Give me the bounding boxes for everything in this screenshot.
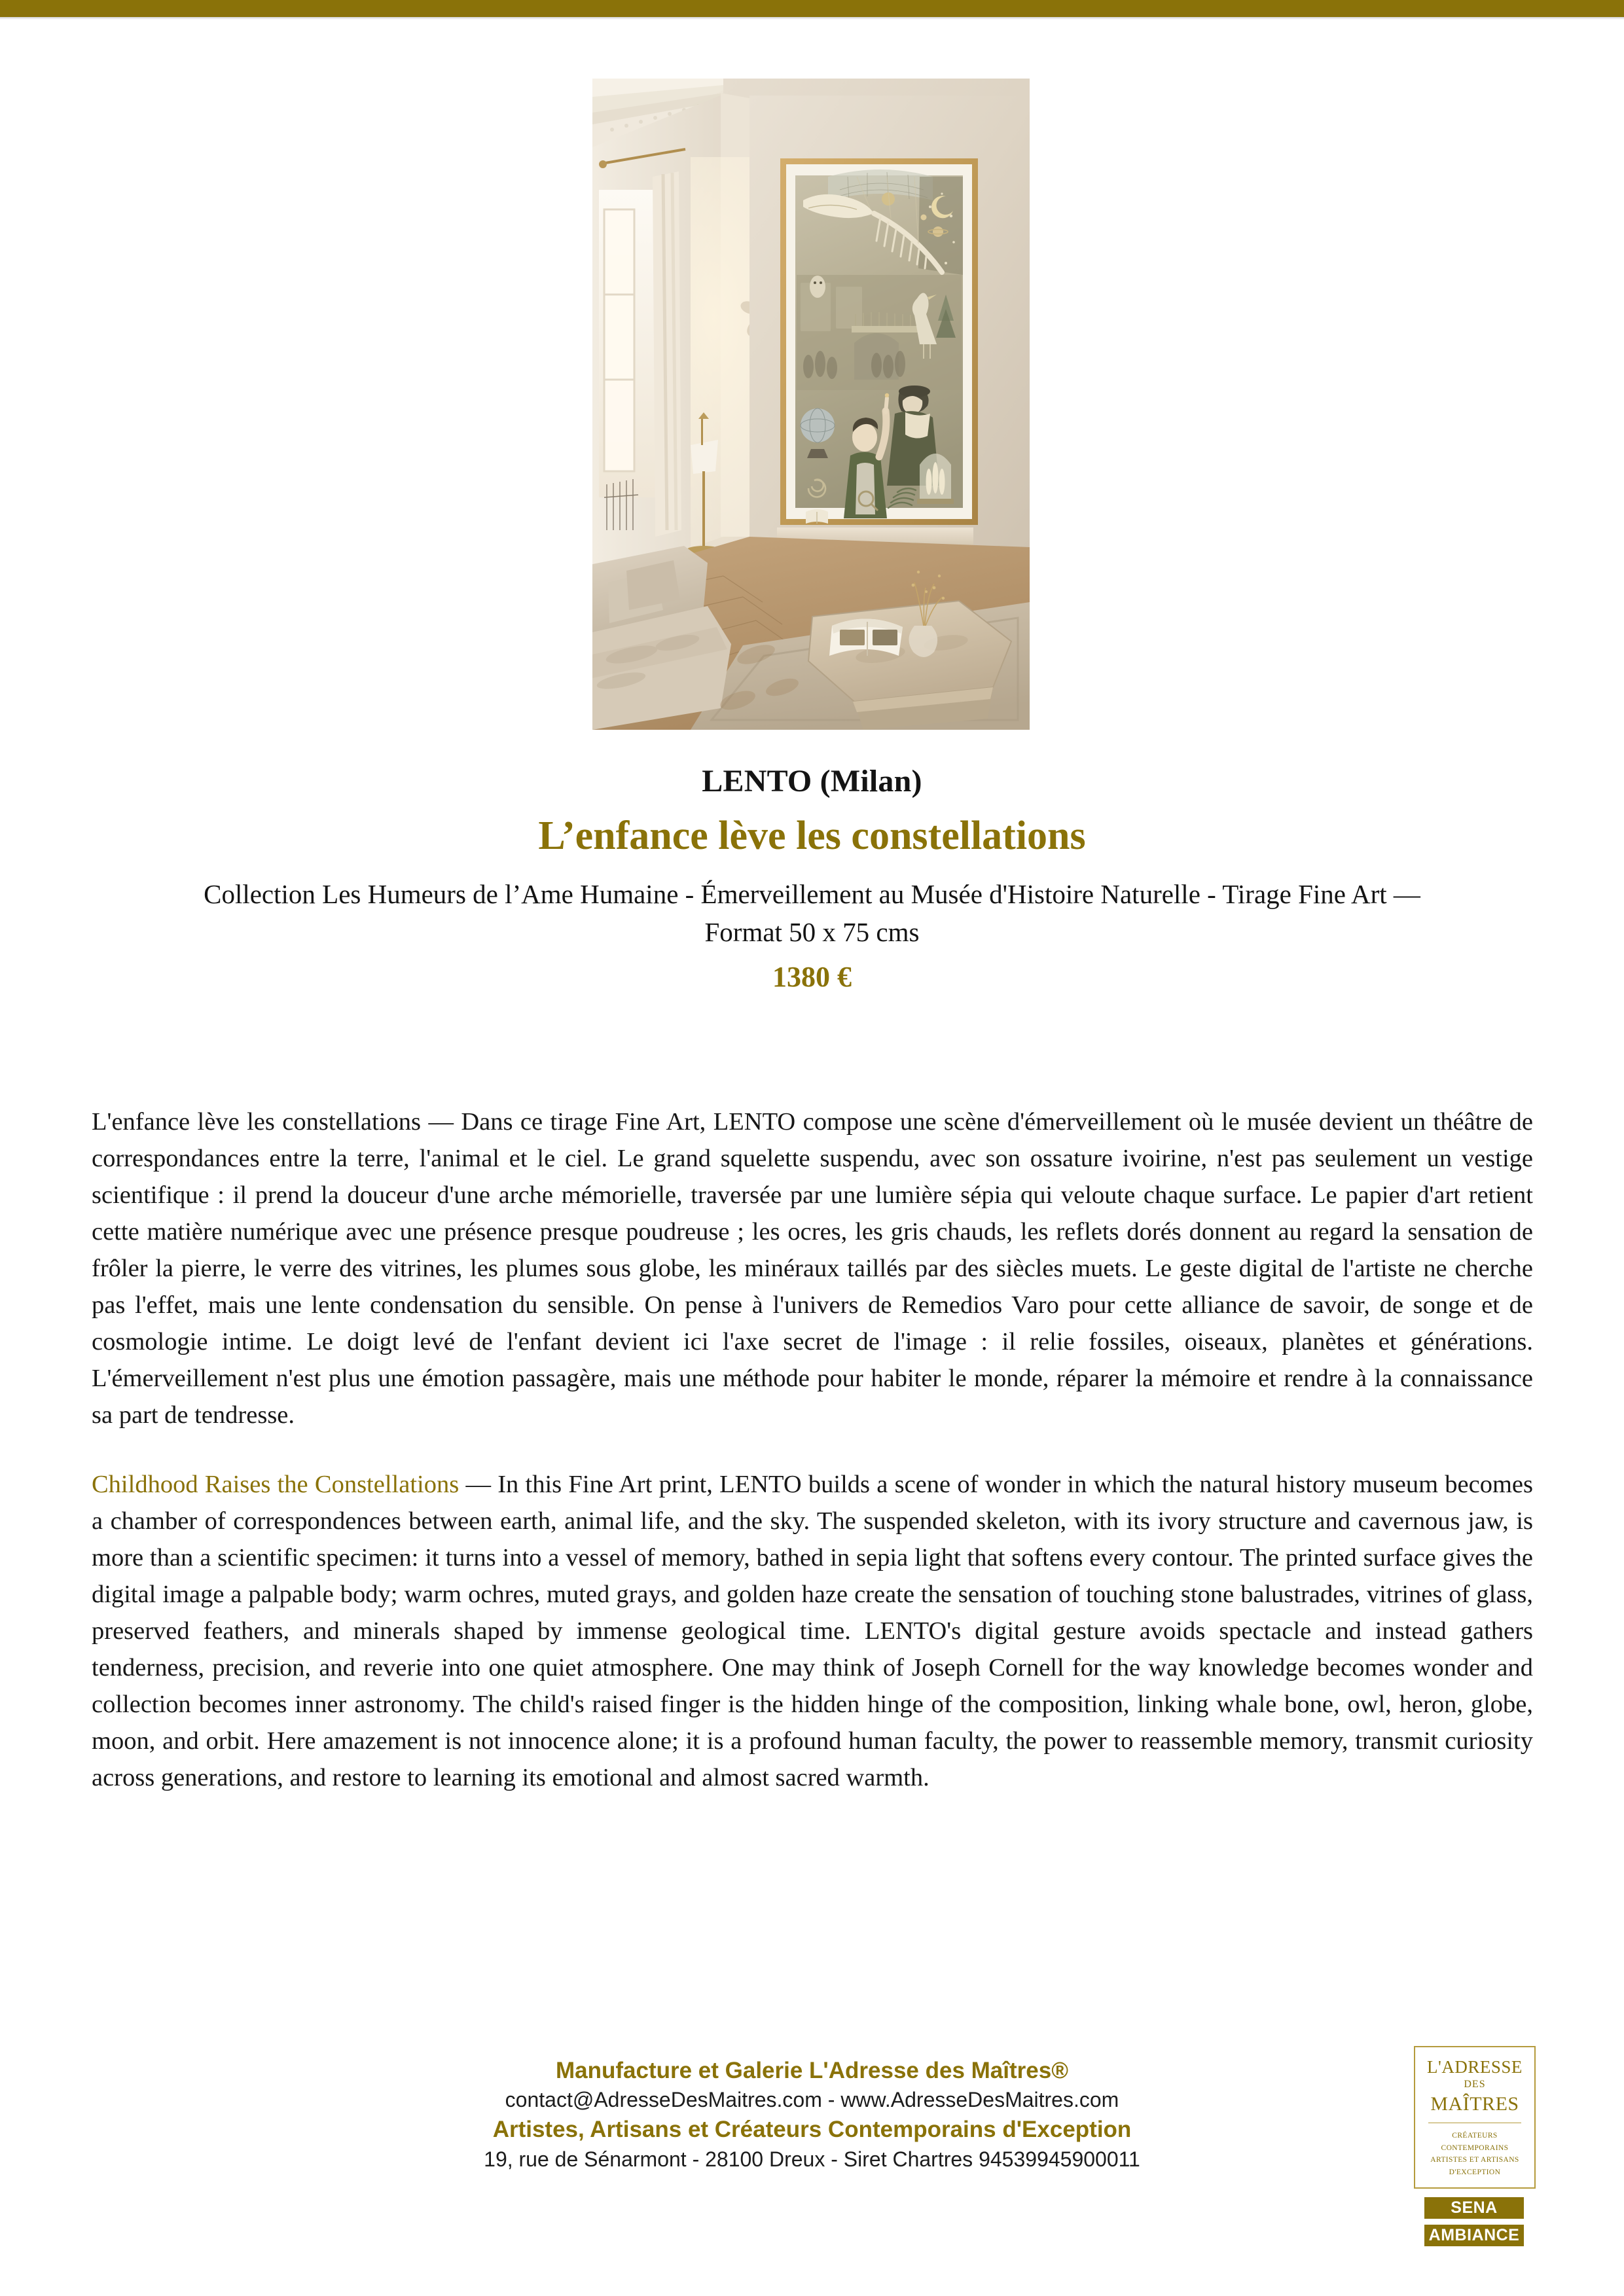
logo-line-maitres: MAÎTRES [1430,2092,1519,2115]
artwork-subtitle: Collection Les Humeurs de l’Ame Humaine - Émerveillement au Musée d'Histoire Naturelle - Tirage Fine Art — Format 50 x 75 cms [204,878,1420,948]
page-title: L’enfance lève les constellations [538,813,1086,858]
adresse-des-maitres-logo [1414,2046,1536,2189]
description-body [92,1103,1533,1796]
footer-contact[interactable]: contact@AdresseDesMaitres.com - www.AdresseDesMaitres.com [505,2088,1119,2112]
artist-name: LENTO (Milan) [702,764,922,798]
artwork-header [92,764,1532,995]
artwork-room-photo [592,79,1030,730]
logo-line-adresse: L'ADRESSE [1427,2057,1523,2077]
description-paragraph-en [92,1466,1533,1796]
logo-sub-exception: D'EXCEPTION [1449,2168,1501,2176]
logo-sub-createurs: CRÉATEURS CONTEMPORAINS [1441,2131,1509,2152]
logo-sub-artistes: ARTISTES ET ARTISANS [1430,2156,1519,2164]
gold-accent-bar-shadow [0,17,1624,20]
badge-ambiance: AMBIANCE [1424,2225,1524,2246]
english-title-lead: Childhood Raises the Constellations [92,1471,460,1499]
badge-sena: SENA [1424,2197,1524,2219]
english-body-text: — In this Fine Art print, LENTO builds a scene of wonder in which the natural history museum becomes a chamber of correspondences between earth, animal life, and the sky. The suspended skeleton, with its ivory structure and cavernous jaw, is more than a scientific specimen: it turns into a vessel of memory, bathed in sepia light that softens every contour. The printed surface gives the digital image a palpable body; warm ochres, muted grays, and golden haze create the sensation of touching stone balustrades, vitrines of glass, preserved feathers, and minerals shaped by immense geological time. LENTO's digital gesture avoids spectacle and instead gathers tenderness, precision, and reverie into one quiet atmosphere. One may think of Joseph Cornell for the way knowledge becomes wonder and collection becomes inner astronomy. The child's raised finger is the hidden hinge of the composition, linking whale bone, owl, heron, globe, moon, and orbit. Here amazement is not innocence alone; it is a profound human faculty, the power to reassemble memory, transmit curiosity across generations, and restore to learning its emotional and almost sacred warmth. [92,1471,1533,1792]
description-paragraph-fr: L'enfance lève les constellations — Dans ce tirage Fine Art, LENTO compose une scène d'émerveillement où le musée devient un théâtre de correspondances entre la terre, l'animal et le ciel. Le grand squelette suspendu, avec son ossature ivoirine, n'est pas seulement un vestige scientifique : il prend la douceur d'une arche mémorielle, traversée par une lumière sépia qui veloute chaque surface. Le papier d'art retient cette matière numérique avec une présence presque poudreuse ; les ocres, les gris chauds, les reflets dorés donnent au regard la sensation de frôler la pierre, le verre des vitrines, les plumes sous globe, les minéraux taillés par des siècles muets. Le geste digital de l'artiste ne cherche pas l'effet, mais une lente condensation du sensible. On pense à l'univers de Remedios Varo pour cette alliance de savoir, de songe et de cosmologie intime. Le doigt levé de l'enfant devient ici l'axe secret de l'image : il relie fossiles, oiseaux, planètes et générations. L'émerveillement n'est plus une émotion passagère, mais une méthode pour habiter le monde, réparer la mémoire et rendre à la connaissance sa part de tendresse. [92,1108,1533,1429]
footer-company-name: Manufacture et Galerie L'Adresse des Maîtres® [555,2058,1068,2083]
brand-logo-block [1414,2046,1538,2246]
page-footer [0,2055,1624,2174]
footer-address: 19, rue de Sénarmont - 28100 Dreux - Siret Chartres 94539945900011 [484,2147,1140,2171]
gold-accent-bar [0,0,1624,17]
footer-tagline: Artistes, Artisans et Créateurs Contemporains d'Exception [492,2117,1132,2143]
logo-line-des: DES [1464,2079,1486,2090]
price-label: 1380 € [772,961,852,994]
